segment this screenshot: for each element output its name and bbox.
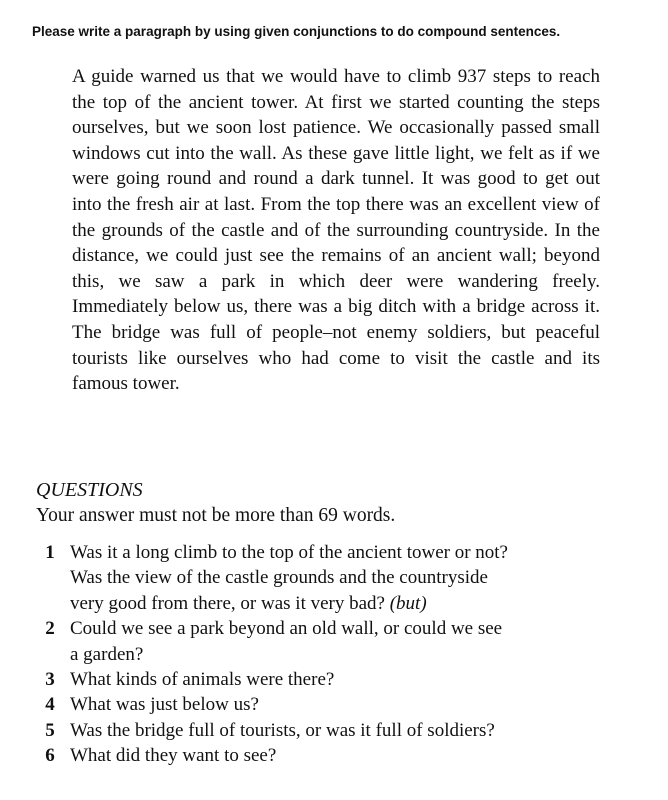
question-text <box>70 718 600 743</box>
question-line-text: very good from there, or was it very bad? <box>70 592 385 614</box>
question-line: What was just below us? <box>70 694 259 716</box>
question-text <box>70 667 600 692</box>
question-line: Could we see a park beyond an old wall, or could we see <box>70 618 503 640</box>
question-line: Was it a long climb to the top of the ancient tower or not? <box>70 542 508 563</box>
instruction-text: Please write a paragraph by using given conjunctions to do compound sentences. <box>32 24 561 39</box>
question-item <box>30 692 600 717</box>
question-text <box>70 692 600 717</box>
question-item <box>30 667 600 692</box>
question-number: 2 <box>45 618 55 640</box>
question-line: What kinds of animals were there? <box>70 669 335 691</box>
question-line: Was the view of the castle grounds and the countryside <box>70 567 488 589</box>
questions-heading: QUESTIONS <box>36 479 143 501</box>
question-item <box>30 718 600 743</box>
question-line: a garden? <box>70 643 144 665</box>
question-line <box>70 591 600 616</box>
question-number: 5 <box>45 719 55 741</box>
question-list <box>30 540 600 769</box>
question-number: 4 <box>45 694 55 716</box>
question-item <box>30 616 600 667</box>
question-line: What did they want to see? <box>70 745 277 767</box>
question-item <box>30 743 600 768</box>
word-limit-note: Your answer must not be more than 69 words. <box>36 505 396 526</box>
passage-paragraph: A guide warned us that we would have to climb 937 steps to reach the top of the ancient tower. At first we started counting the steps ourselves, but we soon lost patience. We occasionally passed small windows cut into the wall. As these gave little light, we felt as if we were going round and round a dark tunnel. It was good to get out into the fresh air at last. From the top there was an excellent view of the grounds of the castle and of the surrounding countryside. In the distance, we could just see the remains of an ancient wall; beyond this, we saw a park in which deer were wandering freely. Immediately below us, there was a big ditch with a bridge across it. The bridge was full of people–not enemy soldiers, but peaceful tourists like ourselves who had come to visit the castle and its famous tower. <box>72 66 600 395</box>
question-text <box>70 743 600 768</box>
question-item <box>30 540 600 616</box>
question-text <box>70 616 600 667</box>
question-line: Was the bridge full of tourists, or was it full of soldiers? <box>70 719 495 741</box>
question-text <box>70 540 600 616</box>
question-number: 6 <box>45 745 55 767</box>
conjunction-hint: (but) <box>389 592 427 614</box>
question-number: 3 <box>45 669 55 691</box>
question-number: 1 <box>45 542 55 563</box>
